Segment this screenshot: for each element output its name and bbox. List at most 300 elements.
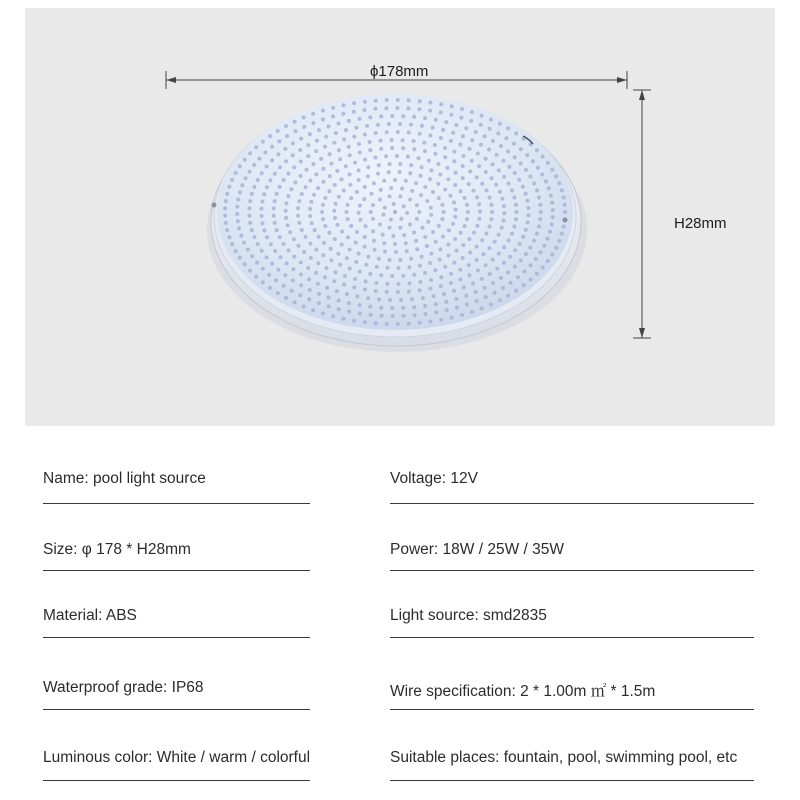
led-dot xyxy=(293,180,297,184)
led-dot xyxy=(524,252,528,256)
led-dot xyxy=(248,221,252,225)
led-dot xyxy=(288,230,292,234)
led-dot xyxy=(502,245,506,249)
led-dot xyxy=(278,165,282,169)
led-dot xyxy=(274,278,278,282)
led-dot xyxy=(506,294,510,298)
led-dot xyxy=(475,299,479,303)
led-dot xyxy=(550,252,554,256)
led-dot xyxy=(306,154,310,158)
led-dot xyxy=(337,195,341,199)
led-dot xyxy=(474,290,478,294)
led-dot xyxy=(480,306,484,310)
led-dot xyxy=(358,311,362,315)
led-dot xyxy=(321,117,325,121)
led-dot xyxy=(459,189,463,193)
led-dot xyxy=(420,124,424,128)
led-dot xyxy=(366,165,370,169)
led-dot xyxy=(506,126,510,130)
led-dot xyxy=(429,278,433,282)
led-dot xyxy=(276,152,280,156)
led-dot xyxy=(431,230,435,234)
led-dot xyxy=(464,294,468,298)
led-dot xyxy=(357,252,361,256)
led-dot xyxy=(276,268,280,272)
led-dot xyxy=(513,155,517,159)
led-dot xyxy=(408,171,412,175)
led-dot xyxy=(405,249,409,253)
led-dot xyxy=(368,115,372,119)
led-dot xyxy=(420,255,424,259)
led-dot xyxy=(465,303,469,307)
led-dot xyxy=(244,176,248,180)
led-dot xyxy=(305,168,309,172)
led-dot xyxy=(407,322,411,326)
led-dot xyxy=(475,175,479,179)
led-dot xyxy=(496,131,500,135)
led-dot xyxy=(427,159,431,163)
led-dot xyxy=(328,152,332,156)
led-dot xyxy=(535,188,539,192)
led-dot xyxy=(512,225,516,229)
led-dot xyxy=(514,210,518,214)
led-dot xyxy=(230,178,234,182)
led-dot xyxy=(445,308,449,312)
led-dot xyxy=(297,199,301,203)
led-dot xyxy=(528,175,532,179)
led-dot xyxy=(501,159,505,163)
led-dot xyxy=(484,295,488,299)
divider xyxy=(43,503,310,504)
led-dot xyxy=(292,255,296,259)
led-dot xyxy=(546,237,550,241)
led-dot xyxy=(452,289,456,293)
led-dot xyxy=(428,109,432,113)
led-dot xyxy=(412,147,416,151)
led-dot xyxy=(418,280,422,284)
led-dot xyxy=(440,217,444,221)
led-dot xyxy=(347,310,351,314)
led-dot xyxy=(398,226,402,230)
led-dot xyxy=(454,123,458,127)
led-dot xyxy=(470,159,474,163)
led-dot xyxy=(443,155,447,159)
led-dot xyxy=(423,116,427,120)
led-dot xyxy=(308,132,312,136)
led-dot xyxy=(489,303,493,307)
led-dot xyxy=(563,210,567,214)
led-dot xyxy=(337,148,341,152)
led-dot xyxy=(327,125,331,129)
led-dot xyxy=(444,120,448,124)
led-dot xyxy=(286,194,290,198)
led-dot xyxy=(304,185,308,189)
led-dot xyxy=(373,107,377,111)
led-dot xyxy=(398,170,402,174)
led-dot xyxy=(463,224,467,228)
led-dot xyxy=(286,223,290,227)
led-dot xyxy=(531,159,535,163)
divider xyxy=(390,637,754,638)
led-dot xyxy=(276,291,280,295)
led-dot xyxy=(236,219,240,223)
led-dot xyxy=(291,267,295,271)
led-dot xyxy=(425,244,429,248)
led-dot xyxy=(260,200,264,204)
led-dot xyxy=(273,172,277,176)
led-dot xyxy=(383,250,387,254)
led-dot xyxy=(441,235,445,239)
led-dot xyxy=(428,134,432,138)
led-dot xyxy=(311,112,315,116)
led-dot xyxy=(316,261,320,265)
led-dot xyxy=(401,306,405,310)
led-dot xyxy=(479,123,483,127)
led-dot xyxy=(357,168,361,172)
led-dot xyxy=(329,162,333,166)
led-dot xyxy=(438,173,442,177)
led-dot xyxy=(327,304,331,308)
led-dot xyxy=(406,155,410,159)
led-dot xyxy=(337,122,341,126)
led-dot xyxy=(477,202,481,206)
led-dot xyxy=(325,266,329,270)
led-dot xyxy=(340,177,344,181)
led-dot xyxy=(429,213,433,217)
led-dot xyxy=(458,143,462,147)
led-dot xyxy=(479,143,483,147)
led-dot xyxy=(336,252,340,256)
led-dot xyxy=(488,225,492,229)
led-dot xyxy=(439,275,443,279)
led-dot xyxy=(509,281,513,285)
led-dot xyxy=(490,210,494,214)
led-dot xyxy=(284,124,288,128)
led-dot xyxy=(247,214,251,218)
led-dot xyxy=(368,272,372,276)
led-dot xyxy=(412,305,416,309)
led-dot xyxy=(382,213,386,217)
led-dot xyxy=(428,261,432,265)
led-dot xyxy=(258,157,262,161)
led-dot xyxy=(302,305,306,309)
led-dot xyxy=(262,228,266,232)
led-dot xyxy=(282,178,286,182)
led-dot xyxy=(292,237,296,241)
divider xyxy=(390,709,754,710)
led-dot xyxy=(388,194,392,198)
led-dot xyxy=(408,223,412,227)
led-dot xyxy=(418,321,422,325)
led-dot xyxy=(540,173,544,177)
led-dot xyxy=(268,134,272,138)
led-dot xyxy=(417,107,421,111)
led-dot xyxy=(402,314,406,318)
led-dot xyxy=(321,312,325,316)
led-dot xyxy=(560,188,564,192)
led-dot xyxy=(535,232,539,236)
led-dot xyxy=(449,272,453,276)
led-dot xyxy=(250,192,254,196)
led-dot xyxy=(420,226,424,230)
led-dot xyxy=(358,204,362,208)
led-dot xyxy=(369,313,373,317)
led-dot xyxy=(260,249,264,253)
led-dot xyxy=(248,170,252,174)
led-dot xyxy=(464,126,468,130)
led-dot xyxy=(402,233,406,237)
led-dot xyxy=(285,134,289,138)
led-dot xyxy=(485,232,489,236)
led-dot xyxy=(423,149,427,153)
led-dot xyxy=(373,156,377,160)
led-dot xyxy=(306,143,310,147)
led-dot xyxy=(522,283,526,287)
led-dot xyxy=(364,263,368,267)
led-dot xyxy=(334,131,338,135)
led-dot xyxy=(495,153,499,157)
led-dot xyxy=(343,274,347,278)
led-dot xyxy=(234,171,238,175)
led-dot xyxy=(477,217,481,221)
led-dot xyxy=(488,272,492,276)
led-dot xyxy=(348,248,352,252)
led-dot xyxy=(381,233,385,237)
led-dot xyxy=(439,318,443,322)
led-dot xyxy=(329,258,333,262)
led-dot xyxy=(308,242,312,246)
led-dot xyxy=(446,177,450,181)
led-dot xyxy=(397,282,401,286)
led-dot xyxy=(488,127,492,131)
led-dot xyxy=(374,321,378,325)
led-dot xyxy=(293,300,297,304)
led-dot xyxy=(429,320,433,324)
led-dot xyxy=(537,225,541,229)
led-dot xyxy=(314,172,318,176)
led-dot xyxy=(374,131,378,135)
led-dot xyxy=(363,288,367,292)
divider xyxy=(390,570,754,571)
led-dot xyxy=(342,189,346,193)
led-dot xyxy=(485,189,489,193)
led-dot xyxy=(314,149,318,153)
led-dot xyxy=(542,244,546,248)
led-dot xyxy=(455,306,459,310)
led-dot xyxy=(439,136,443,140)
led-dot xyxy=(525,153,529,157)
led-dot xyxy=(352,319,356,323)
led-dot xyxy=(291,142,295,146)
led-dot xyxy=(417,210,421,214)
led-dot xyxy=(308,207,312,211)
led-dot xyxy=(379,188,383,192)
led-dot xyxy=(482,252,486,256)
led-dot xyxy=(321,180,325,184)
led-dot xyxy=(452,159,456,163)
led-dot xyxy=(254,145,258,149)
led-dot xyxy=(283,273,287,277)
led-dot xyxy=(554,174,558,178)
led-dot xyxy=(550,168,554,172)
led-dot xyxy=(268,178,272,182)
led-dot xyxy=(299,160,303,164)
led-dot xyxy=(290,289,294,293)
led-dot xyxy=(373,248,377,252)
led-dot xyxy=(260,171,264,175)
led-dot xyxy=(347,119,351,123)
led-dot xyxy=(414,181,418,185)
led-dot xyxy=(529,278,533,282)
led-dot xyxy=(270,262,274,266)
led-dot xyxy=(396,130,400,134)
led-dot xyxy=(454,297,458,301)
led-dot xyxy=(495,267,499,271)
led-dot xyxy=(299,174,303,178)
led-dot xyxy=(345,256,349,260)
led-dot xyxy=(275,228,279,232)
led-dot xyxy=(407,290,411,294)
led-dot xyxy=(337,307,341,311)
led-dot xyxy=(331,106,335,110)
led-dot xyxy=(371,217,375,221)
led-dot xyxy=(450,104,454,108)
led-dot xyxy=(278,235,282,239)
led-dot xyxy=(446,243,450,247)
led-dot xyxy=(302,125,306,129)
led-dot xyxy=(279,255,283,259)
led-dot xyxy=(374,99,378,103)
led-dot xyxy=(243,158,247,162)
led-dot xyxy=(352,285,356,289)
spec-light-source: Light source: smd2835 xyxy=(390,607,547,624)
led-dot xyxy=(506,150,510,154)
led-dot xyxy=(468,147,472,151)
led-dot xyxy=(412,230,416,234)
led-dot xyxy=(514,131,518,135)
led-dot xyxy=(291,279,295,283)
led-dot xyxy=(460,313,464,317)
led-dot xyxy=(493,291,497,295)
led-dot xyxy=(284,159,288,163)
led-dot xyxy=(454,171,458,175)
led-dot xyxy=(467,237,471,241)
led-dot xyxy=(502,175,506,179)
led-dot xyxy=(439,284,443,288)
led-dot xyxy=(526,221,530,225)
led-dot xyxy=(375,265,379,269)
led-dot xyxy=(412,115,416,119)
led-dot xyxy=(321,217,325,221)
led-dot xyxy=(425,199,429,203)
led-dot xyxy=(409,163,413,167)
led-dot xyxy=(368,140,372,144)
led-dot xyxy=(499,144,503,148)
led-dot xyxy=(443,188,447,192)
led-dot xyxy=(300,192,304,196)
led-dot xyxy=(239,234,243,238)
led-dot xyxy=(346,203,350,207)
led-dot xyxy=(550,201,554,205)
led-dot xyxy=(562,225,566,229)
led-dot xyxy=(366,255,370,259)
led-dot xyxy=(449,281,453,285)
led-dot xyxy=(487,148,491,152)
led-dot xyxy=(346,235,350,239)
led-dot xyxy=(354,241,358,245)
led-dot xyxy=(432,294,436,298)
led-dot xyxy=(388,226,392,230)
led-dot xyxy=(424,312,428,316)
led-dot xyxy=(488,196,492,200)
led-dot xyxy=(497,233,501,237)
led-dot xyxy=(325,286,329,290)
led-dot xyxy=(332,141,336,145)
led-dot xyxy=(376,123,380,127)
led-dot xyxy=(314,271,318,275)
led-dot xyxy=(349,196,353,200)
led-dot xyxy=(348,267,352,271)
led-dot xyxy=(353,161,357,165)
led-dot xyxy=(323,275,327,279)
led-dot xyxy=(398,162,402,166)
led-dot xyxy=(379,306,383,310)
led-dot xyxy=(385,130,389,134)
led-dot xyxy=(277,139,281,143)
led-dot xyxy=(436,182,440,186)
led-dot xyxy=(255,261,259,265)
led-dot xyxy=(323,196,327,200)
led-dot xyxy=(453,237,457,241)
led-dot xyxy=(412,139,416,143)
led-dot xyxy=(391,314,395,318)
led-dot xyxy=(489,118,493,122)
led-dot xyxy=(358,150,362,154)
led-dot xyxy=(468,273,472,277)
led-dot xyxy=(452,261,456,265)
led-dot xyxy=(541,266,545,270)
led-dot xyxy=(437,162,441,166)
led-dot xyxy=(335,169,339,173)
led-dot xyxy=(388,162,392,166)
led-dot xyxy=(478,210,482,214)
led-dot xyxy=(466,210,470,214)
led-dot xyxy=(517,178,521,182)
led-dot xyxy=(499,276,503,280)
led-dot xyxy=(314,248,318,252)
led-dot xyxy=(261,140,265,144)
led-dot xyxy=(299,137,303,141)
led-dot xyxy=(354,260,358,264)
led-dot xyxy=(563,203,567,207)
led-dot xyxy=(319,157,323,161)
led-dot xyxy=(284,296,288,300)
led-dot xyxy=(340,230,344,234)
led-dot xyxy=(309,200,313,204)
led-dot xyxy=(494,183,498,187)
led-dot xyxy=(549,194,553,198)
led-dot xyxy=(282,242,286,246)
led-dot xyxy=(404,179,408,183)
led-dot xyxy=(491,162,495,166)
led-dot xyxy=(514,203,518,207)
led-dot xyxy=(285,201,289,205)
led-dot xyxy=(394,250,398,254)
led-dot xyxy=(498,190,502,194)
led-dot xyxy=(468,170,472,174)
led-dot xyxy=(422,141,426,145)
led-dot xyxy=(398,258,402,262)
